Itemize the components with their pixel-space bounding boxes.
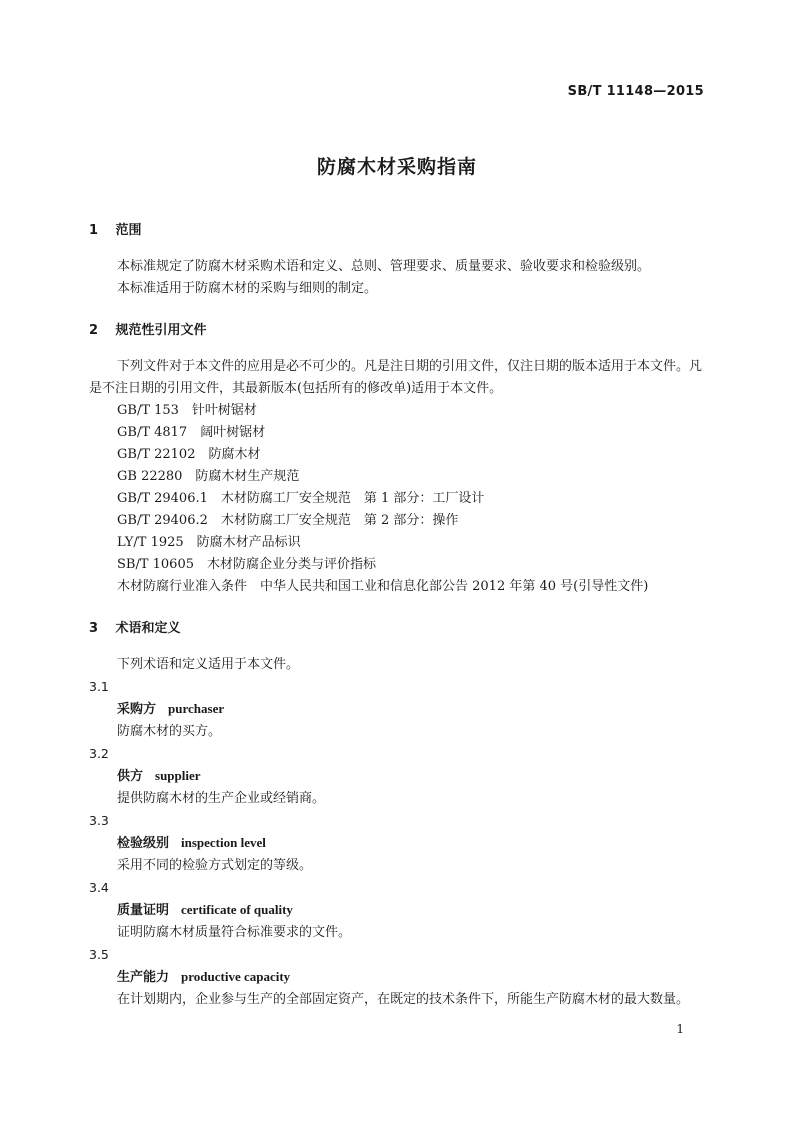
standard-code: SB/T 11148—2015 [567,84,704,99]
section-title: 术语和定义 [115,621,181,636]
paragraph: 下列文件对于本文件的应用是必不可少的。凡是注日期的引用文件，仅注日期的版本适用于本文件。凡是不注日期的引用文件，其最新版本(包括所有的修改单)适用于本文件。 [89,359,703,396]
paragraph: 下列术语和定义适用于本文件。 [117,657,300,672]
term-number: 3.3 [89,813,109,828]
paragraph: 本标准规定了防腐木材采购术语和定义、总则、管理要求、质量要求、验收要求和检验级别。 [117,259,651,274]
reference-item: GB 22280 防腐木材生产规范 [117,469,300,484]
term-definition: 提供防腐木材的生产企业或经销商。 [117,791,326,806]
term-name-en: productive capacity [181,969,291,984]
term-definition: 防腐木材的买方。 [117,724,222,739]
reference-item: GB/T 29406.2 木材防腐工厂安全规范 第 2 部分：操作 [117,513,459,528]
term-definition: 证明防腐木材质量符合标准要求的文件。 [117,925,352,940]
reference-item: GB/T 29406.1 木材防腐工厂安全规范 第 1 部分：工厂设计 [117,491,485,506]
term-name [89,765,705,788]
section-heading-scope [89,220,705,242]
reference-item: 木材防腐行业准入条件 中华人民共和国工业和信息化部公告 2012 年第 40 号(引导性文件) [117,579,649,594]
section-number: 3 [89,621,99,636]
term-name-zh: 检验级别 [117,836,170,851]
reference-item: GB/T 4817 阔叶树锯材 [117,425,266,440]
term-name [89,899,705,922]
term-number: 3.4 [89,880,109,895]
section-number: 2 [89,323,99,338]
section-title: 规范性引用文件 [115,323,207,338]
section-title: 范围 [115,223,142,238]
term-name-zh: 质量证明 [117,903,170,918]
term-name [89,698,705,721]
term-name [89,832,705,855]
term-name-zh: 供方 [117,769,144,784]
reference-item: LY/T 1925 防腐木材产品标识 [117,535,301,550]
term-definition: 在计划期内，企业参与生产的全部固定资产，在既定的技术条件下，所能生产防腐木材的最大数量。 [117,992,690,1007]
term-number: 3.2 [89,746,109,761]
term-name-en: certificate of quality [181,902,293,917]
term-name-zh: 采购方 [117,702,157,717]
term-name-zh: 生产能力 [117,970,170,985]
term-name-en: supplier [155,768,201,783]
term-name-en: inspection level [181,835,266,850]
term-name-en: purchaser [168,701,225,716]
page-number: 1 [676,1022,684,1036]
reference-item: GB/T 153 针叶树锯材 [117,403,257,418]
reference-item: GB/T 22102 防腐木材 [117,447,261,462]
section-number: 1 [89,223,99,238]
term-name [89,966,705,989]
term-definition: 采用不同的检验方式划定的等级。 [117,858,313,873]
document-body [89,220,705,1011]
document-title: 防腐木材采购指南 [316,156,477,178]
section-heading-terms [89,618,705,640]
term-number: 3.5 [89,947,109,962]
reference-item: SB/T 10605 木材防腐企业分类与评价指标 [117,557,376,572]
paragraph: 本标准适用于防腐木材的采购与细则的制定。 [117,281,378,296]
term-number: 3.1 [89,679,109,694]
section-heading-normative-references [89,320,705,342]
